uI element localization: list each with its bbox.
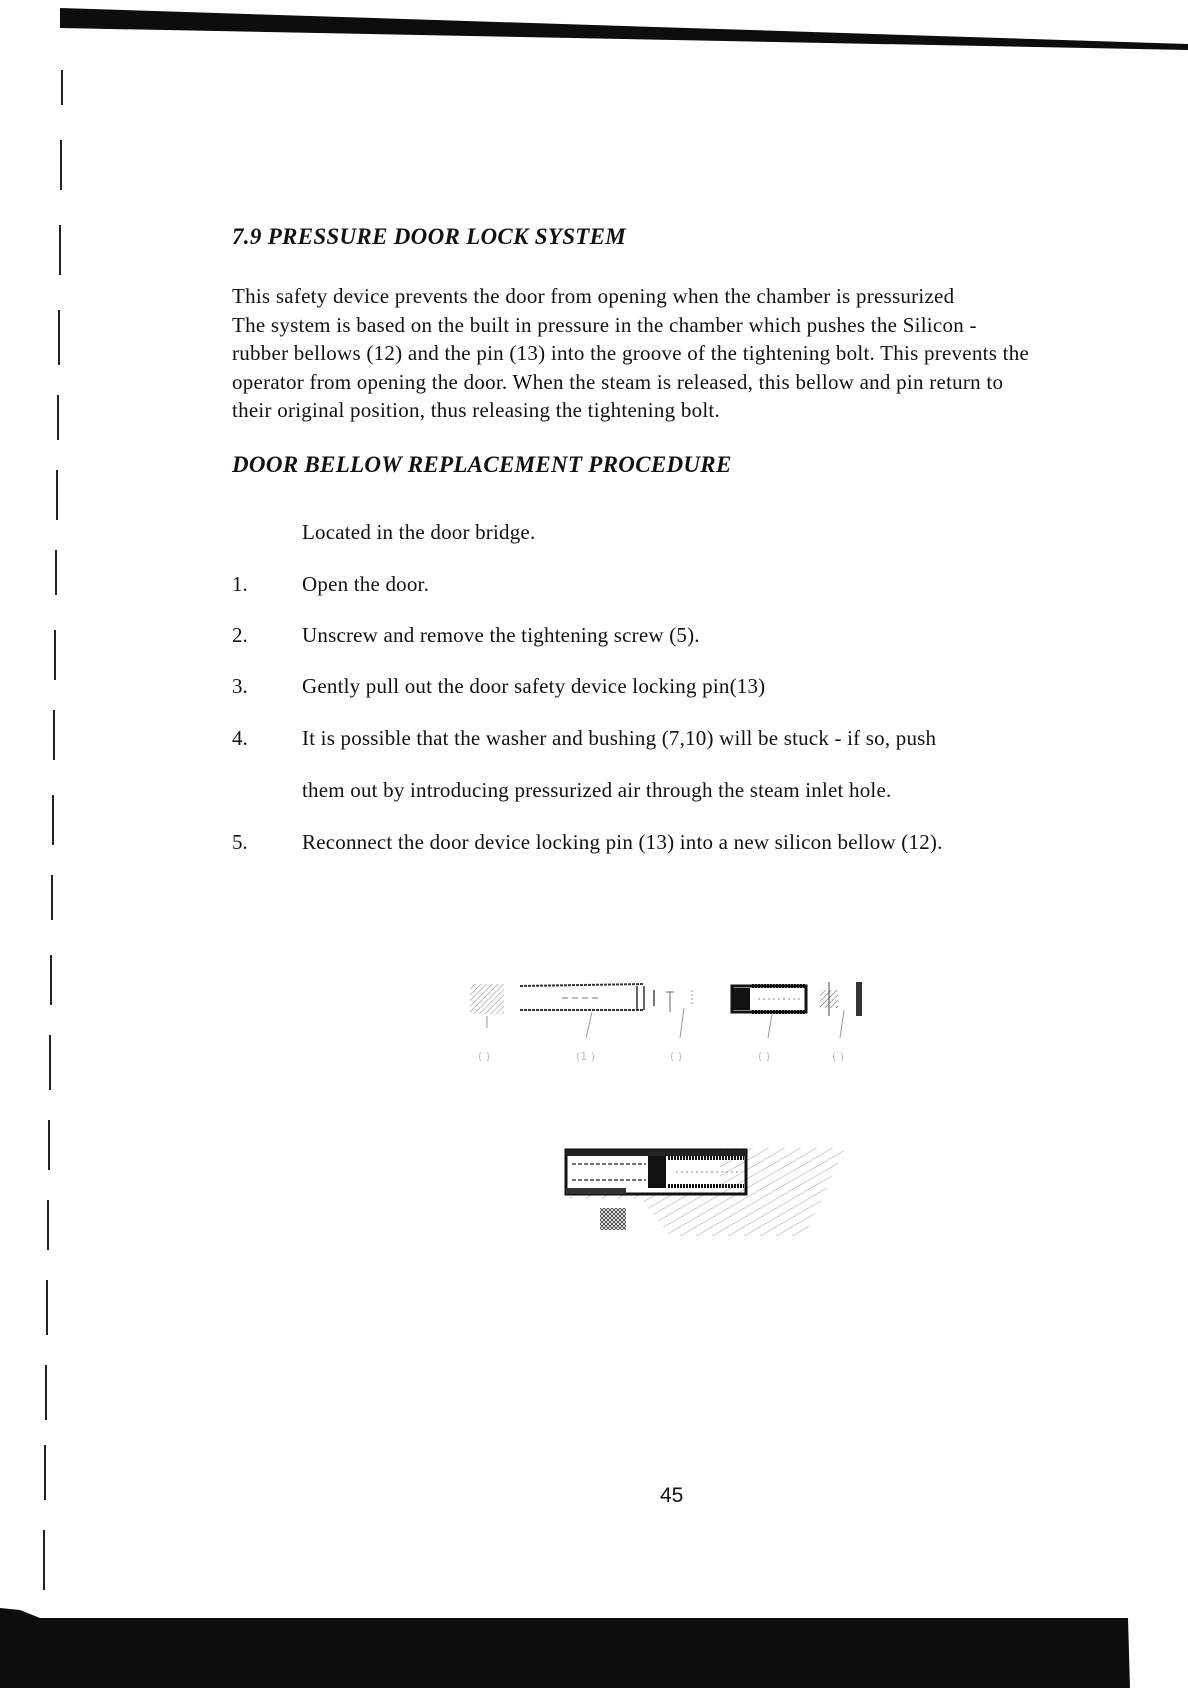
step-text: It is possible that the washer and bushing (7,10) will be stuck - if so, push [302, 726, 937, 750]
section-title: 7.9 PRESSURE DOOR LOCK SYSTEM [232, 224, 627, 249]
intro-line: The system is based on the built in pressure in the chamber which pushes the Silicon - [232, 312, 977, 337]
svg-text:( ): ( ) [832, 1050, 845, 1063]
intro-line: rubber bellows (12) and the pin (13) into the groove of the tightening bolt. This prevents the [232, 341, 1030, 365]
assembled-section-diagram [560, 1148, 850, 1240]
page-number: 45 [660, 1484, 684, 1507]
procedure-title: DOOR BELLOW REPLACEMENT PROCEDURE [232, 452, 732, 477]
svg-text:( ): ( ) [758, 1050, 771, 1063]
svg-text:(1 ): (1 ) [576, 1050, 596, 1063]
top-border-bar [60, 8, 1188, 50]
svg-text:( ): ( ) [670, 1050, 683, 1063]
step-number: 5. [232, 830, 248, 854]
step-text-continuation: them out by introducing pressurized air through the steam inlet hole. [302, 778, 892, 802]
location-note: Located in the door bridge. [302, 520, 536, 544]
bottom-border-bar [0, 1600, 1140, 1688]
step-number: 2. [232, 623, 248, 647]
svg-text:( ): ( ) [478, 1050, 491, 1063]
exploded-parts-diagram [462, 980, 902, 1070]
intro-paragraph [232, 282, 1132, 425]
step-number: 4. [232, 726, 248, 750]
step-number: 3. [232, 674, 248, 698]
intro-line: operator from opening the door. When the steam is released, this bellow and pin return to [232, 369, 1004, 394]
step-text: Unscrew and remove the tightening screw (5). [302, 623, 700, 647]
step-number: 1. [232, 572, 248, 596]
left-margin-line [36, 60, 66, 1600]
step-text: Open the door. [302, 572, 430, 596]
step-text: Reconnect the door device locking pin (13) into a new silicon bellow (12). [302, 830, 943, 854]
intro-line: This safety device prevents the door from opening when the chamber is pressurized [232, 284, 955, 308]
step-text: Gently pull out the door safety device locking pin(13) [302, 674, 766, 698]
intro-line: their original position, thus releasing the tightening bolt. [232, 398, 721, 422]
